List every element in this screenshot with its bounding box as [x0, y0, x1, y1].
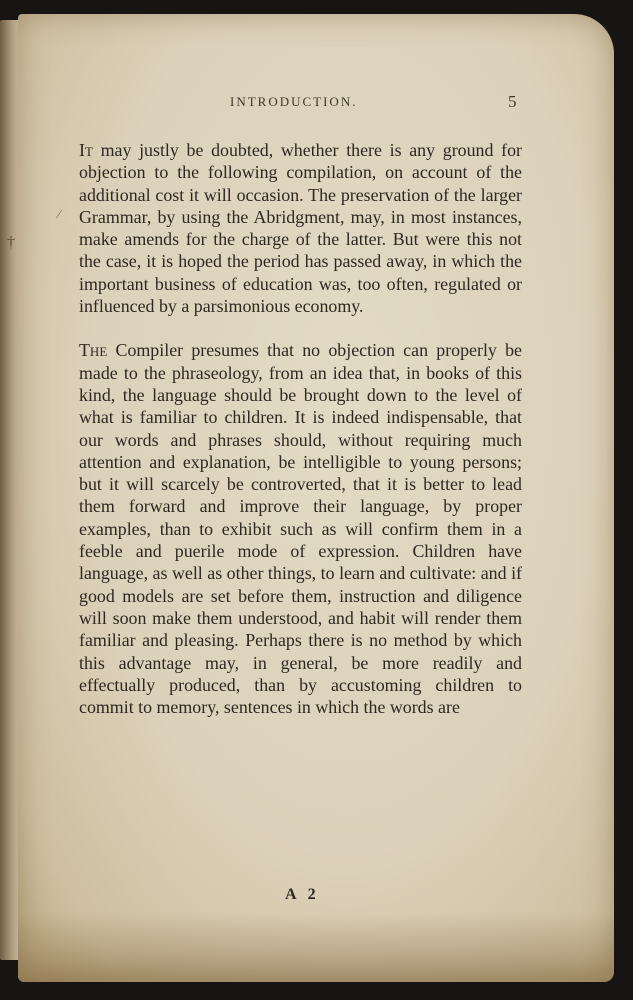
paragraph-1 [79, 139, 522, 317]
paragraph-2-text: Compiler presumes that no objection can properly be made to the phraseology, from an idea that, in books of this kind, the language should be brought down to the level of what is familiar to children. It is indeed indispensable, that our words and phrases should, without requiring much attention and explanation, be intelligible to young persons; but it will scarcely be controverted, that it is better to lead them forward and improve their language, by proper examples, than to exhibit such as will confirm them in a feeble and puerile mode of expression. Children have language, as well as other things, to learn and cultivate: and if good models are set before them, instruction and diligence will soon make them understood, and habit will render them familiar and pleasing. Perhaps there is no method by which this advantage may, in general, be more readily and effectually produced, than by accustoming children to commit to memory, sentences in which the words are [79, 340, 522, 718]
paragraph-2-lead: The [79, 340, 108, 361]
paragraph-1-text: may justly be doubted, whether there is any ground for objection to the following compilation, on account of the additional cost it will occasion. The preservation of the larger Grammar, by using the Abridgment, may, in most instances, make amends for the charge of the latter. But were this not the case, it is hoped the period has passed away, in which the important business of education was, too often, regulated or influenced by a parsimonious economy. [79, 140, 522, 317]
binding-thread-mark: † [7, 234, 15, 251]
section-title: INTRODUCTION. [230, 94, 358, 109]
page-number: 5 [508, 92, 517, 111]
paragraph-2 [79, 339, 522, 718]
page-stain [18, 912, 614, 982]
running-head [0, 94, 633, 114]
margin-tick-mark: ∕ [58, 207, 61, 221]
paragraph-1-lead: It [79, 140, 93, 160]
body-text [79, 139, 522, 718]
signature-mark: A 2 [285, 886, 320, 903]
